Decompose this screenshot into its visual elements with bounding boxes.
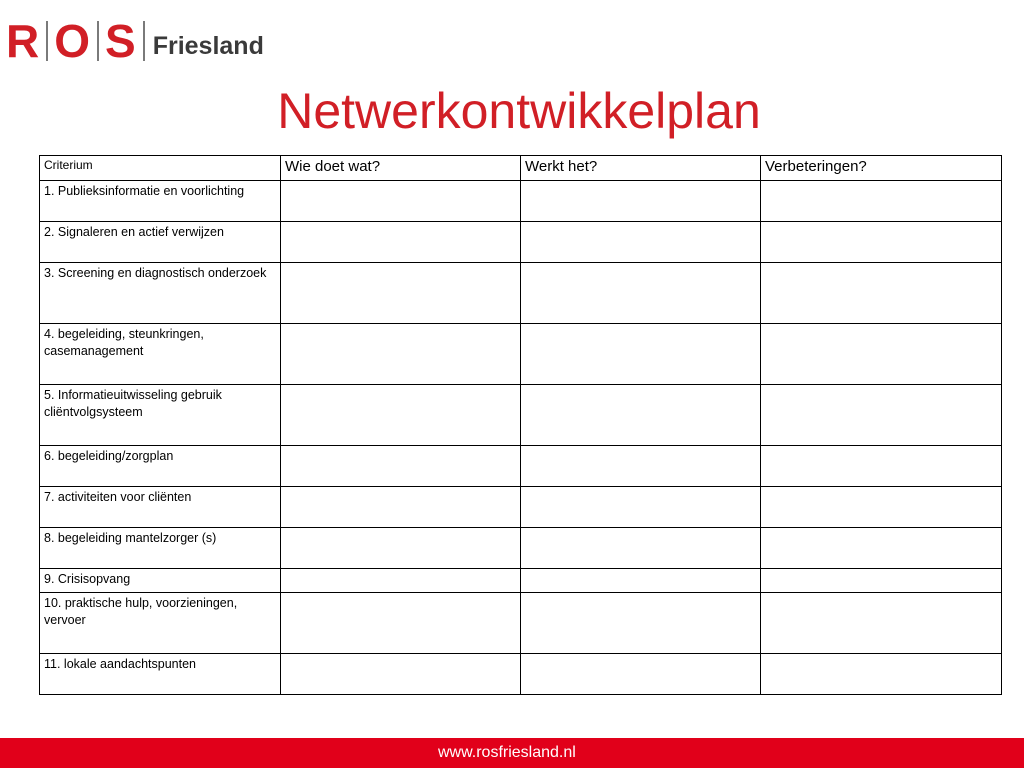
- page-title: Netwerkontwikkelplan: [277, 83, 761, 139]
- header-wie-doet-wat: Wie doet wat?: [281, 156, 521, 181]
- table-row: [40, 487, 1002, 528]
- header-verbeteringen: Verbeteringen?: [761, 156, 1002, 181]
- table-row: [40, 385, 1002, 446]
- logo-subtitle: Friesland: [152, 31, 264, 60]
- logo-separator: [143, 21, 145, 61]
- table-row: [40, 222, 1002, 263]
- verbeteringen-cell[interactable]: [761, 593, 1002, 654]
- table-row: [40, 446, 1002, 487]
- verbeteringen-cell[interactable]: [761, 385, 1002, 446]
- werkt-het-cell[interactable]: [521, 181, 761, 222]
- werkt-het-cell[interactable]: [521, 385, 761, 446]
- ros-friesland-logo: [6, 15, 264, 67]
- table-row: [40, 593, 1002, 654]
- wie-doet-wat-cell[interactable]: [281, 222, 521, 263]
- werkt-het-cell[interactable]: [521, 446, 761, 487]
- wie-doet-wat-cell[interactable]: [281, 593, 521, 654]
- werkt-het-cell[interactable]: [521, 593, 761, 654]
- werkt-het-cell[interactable]: [521, 569, 761, 593]
- table-row: [40, 263, 1002, 324]
- criterium-cell: 8. begeleiding mantelzorger (s): [40, 528, 281, 569]
- wie-doet-wat-cell[interactable]: [281, 528, 521, 569]
- footer-bar: [0, 738, 1024, 768]
- criterium-cell: 2. Signaleren en actief verwijzen: [40, 222, 281, 263]
- werkt-het-cell[interactable]: [521, 324, 761, 385]
- header-criterium: Criterium: [40, 156, 281, 181]
- table-row: [40, 181, 1002, 222]
- wie-doet-wat-cell[interactable]: [281, 654, 521, 695]
- verbeteringen-cell[interactable]: [761, 222, 1002, 263]
- werkt-het-cell[interactable]: [521, 263, 761, 324]
- verbeteringen-cell[interactable]: [761, 324, 1002, 385]
- criterium-cell: 5. Informatieuitwisseling gebruik cliëntvolgsysteem: [40, 385, 281, 446]
- wie-doet-wat-cell[interactable]: [281, 569, 521, 593]
- logo-letter-s: S: [105, 15, 137, 67]
- criterium-cell: 3. Screening en diagnostisch onderzoek: [40, 263, 281, 324]
- logo-letter-o: O: [54, 15, 92, 67]
- criterium-cell: 10. praktische hulp, voorzieningen, vervoer: [40, 593, 281, 654]
- logo-separator: [46, 21, 48, 61]
- table-row: [40, 528, 1002, 569]
- verbeteringen-cell[interactable]: [761, 446, 1002, 487]
- wie-doet-wat-cell[interactable]: [281, 324, 521, 385]
- wie-doet-wat-cell[interactable]: [281, 263, 521, 324]
- table-row: [40, 569, 1002, 593]
- verbeteringen-cell[interactable]: [761, 528, 1002, 569]
- wie-doet-wat-cell[interactable]: [281, 446, 521, 487]
- criterium-cell: 11. lokale aandachtspunten: [40, 654, 281, 695]
- werkt-het-cell[interactable]: [521, 528, 761, 569]
- logo-letter-r: R: [6, 15, 41, 67]
- wie-doet-wat-cell[interactable]: [281, 487, 521, 528]
- werkt-het-cell[interactable]: [521, 487, 761, 528]
- verbeteringen-cell[interactable]: [761, 654, 1002, 695]
- wie-doet-wat-cell[interactable]: [281, 181, 521, 222]
- table-row: [40, 654, 1002, 695]
- plan-table: [39, 155, 1002, 695]
- verbeteringen-cell[interactable]: [761, 569, 1002, 593]
- werkt-het-cell[interactable]: [521, 654, 761, 695]
- verbeteringen-cell[interactable]: [761, 181, 1002, 222]
- logo-separator: [97, 21, 99, 61]
- table-row: [40, 324, 1002, 385]
- verbeteringen-cell[interactable]: [761, 263, 1002, 324]
- criterium-cell: 7. activiteiten voor cliënten: [40, 487, 281, 528]
- header-werkt-het: Werkt het?: [521, 156, 761, 181]
- criterium-cell: 9. Crisisopvang: [40, 569, 281, 593]
- verbeteringen-cell[interactable]: [761, 487, 1002, 528]
- criterium-cell: 1. Publieksinformatie en voorlichting: [40, 181, 281, 222]
- criterium-cell: 4. begeleiding, steunkringen, casemanagement: [40, 324, 281, 385]
- footer-url[interactable]: www.rosfriesland.nl: [438, 744, 576, 761]
- table-header-row: [40, 156, 1002, 181]
- criterium-cell: 6. begeleiding/zorgplan: [40, 446, 281, 487]
- werkt-het-cell[interactable]: [521, 222, 761, 263]
- wie-doet-wat-cell[interactable]: [281, 385, 521, 446]
